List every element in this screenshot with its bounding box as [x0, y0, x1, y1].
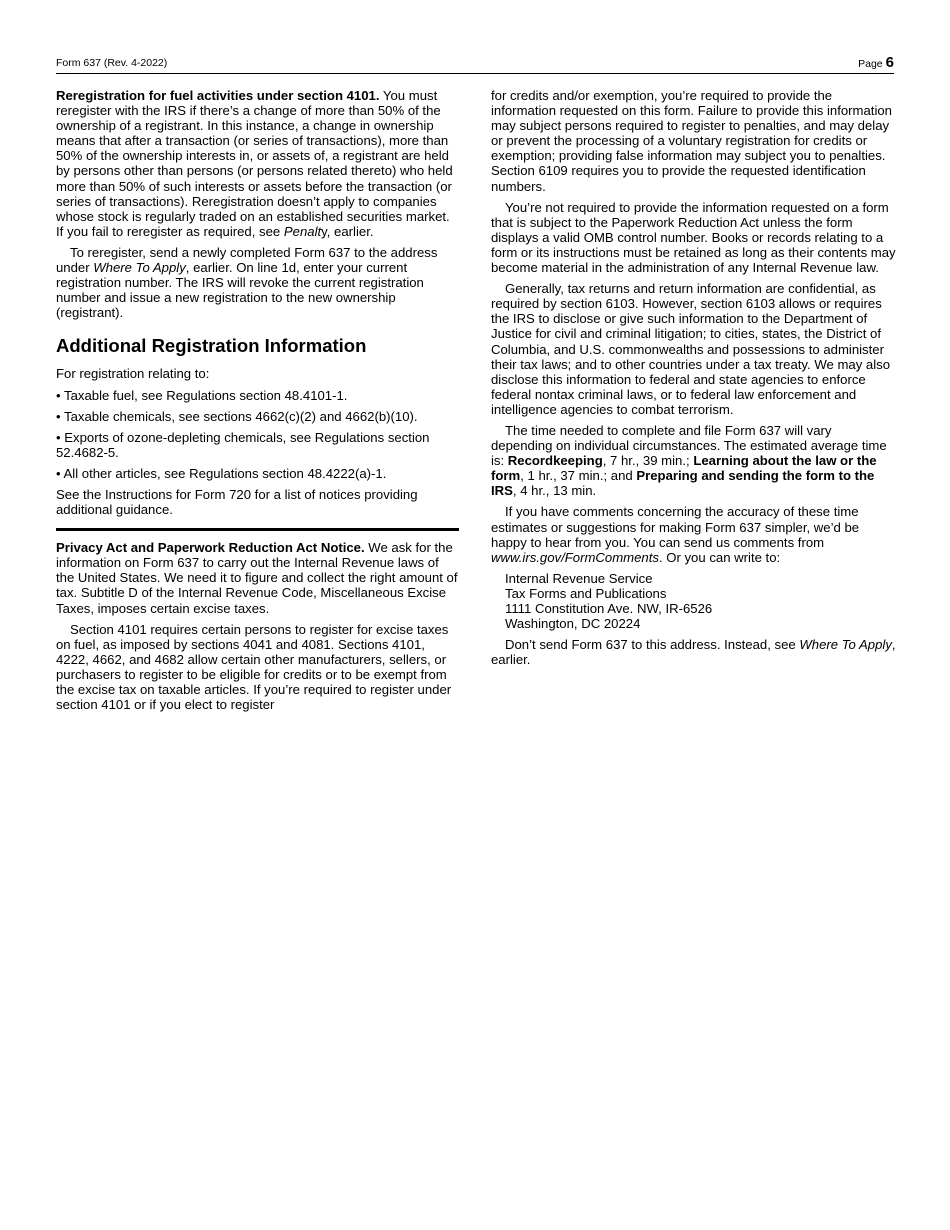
address-line: Washington, DC 20224	[505, 616, 641, 632]
reregister-text-end: , earlier. On line 1d, enter your current registration number. The IRS will revoke the current registration number and issue a new registration to the new ownership (registrant).	[56, 260, 424, 321]
learning-label: Learning about the law or the form	[491, 453, 877, 484]
bullet-item: • All other articles, see Regulations section 48.4222(a)-1.	[56, 465, 387, 481]
address-line: 1111 Constitution Ave. NW, IR-6526	[505, 601, 713, 616]
bullet-item: • Taxable fuel, see Regulations section 48.4101-1.	[56, 387, 348, 403]
privacy-act-text: We ask for the information on Form 637 to carry out the Internal Revenue laws of the United States. We need it to figure and collect the right amount of tax. Subtitle D of the Internal Revenue Code, Miscellaneous Excise Taxes, imposes certain excise taxes.	[56, 540, 458, 616]
preparing-time: , 4 hr., 13 min.	[512, 483, 597, 499]
time-estimate-paragraph	[491, 423, 896, 498]
right-column	[491, 88, 896, 673]
reregister-text: To reregister, send a newly completed Form 637 to the address under	[56, 244, 438, 276]
reregistration-text: You must reregister with the IRS if there’s a change of more than 50% of the ownership of a registrant. In this instance, a change in ownership means that after a transaction (or series of transactions), more than 50% of the ownership interests in, or assets of, a registrant are held by persons other than persons (or persons related thereto) who held more than 50% of such interests or assets before the transaction (or series of transactions). Reregistration doesn’t apply to companies whose stock is regularly traded on an established securities market. If you fail to reregister as required, see	[56, 88, 453, 239]
reregistration-paragraph	[56, 88, 459, 239]
time-intro: The time needed to complete and file Form 637 will vary depending on individual circumstances. The estimated average time is:	[491, 422, 887, 469]
page-indicator	[858, 54, 894, 71]
recordkeeping-label: Recordkeeping	[507, 453, 603, 469]
form-comments-url[interactable]: www.irs.gov/FormComments	[491, 549, 659, 565]
section-divider	[56, 528, 459, 531]
reregistration-title: Reregistration for fuel activities under section 4101.	[56, 88, 380, 103]
page-number: 6	[885, 54, 894, 71]
recordkeeping-time: , 7 hr., 39 min.;	[602, 453, 694, 469]
dont-send-paragraph	[491, 637, 896, 667]
learning-time: , 1 hr., 37 min.; and	[520, 468, 637, 484]
comments-paragraph	[491, 504, 896, 564]
where-to-apply-reference: Where To Apply	[93, 260, 186, 276]
bullet-item: • Exports of ozone-depleting chemicals, see Regulations section 52.4682-5.	[56, 429, 430, 460]
dont-send-text-end: , earlier.	[491, 637, 896, 668]
privacy-act-title: Privacy Act and Paperwork Reduction Act Notice.	[56, 540, 365, 556]
address-line: Tax Forms and Publications	[505, 585, 667, 601]
mailing-address	[505, 571, 896, 631]
confidentiality-paragraph: Generally, tax returns and return information are confidential, as required by section 6103. However, section 6103 allows or requires the IRS to disclose or give such information to the Department of Justice for civil and criminal litigation; to cities, states, the District of Columbia, and U.S. commonwealths and possessions to administer their tax laws; and to other countries under a tax treaty. We may also disclose this information to federal and state agencies to enforce federal nontax criminal laws, or to federal law enforcement and intelligence agencies to combat terrorism.	[491, 281, 891, 417]
reregistration-text-end: y, earlier.	[321, 223, 374, 239]
privacy-act-paragraph	[56, 540, 459, 615]
reregister-instructions	[56, 245, 459, 320]
form-id: Form 637 (Rev. 4-2022)	[56, 57, 168, 69]
continuation-paragraph: for credits and/or exemption, you’re required to provide the information requested on this form. Failure to provide this information may subject persons required to register to penalties, and may delay or prevent the processing of a voluntary registration for credits or exemption; providing false information may subject you to penalties. Section 6109 requires you to provide the requested identification numbers.	[491, 88, 892, 194]
penalty-reference: Penalt	[283, 223, 322, 239]
page-label: Page	[858, 58, 883, 70]
bullet-item: • Taxable chemicals, see sections 4662(c)(2) and 4662(b)(10).	[56, 408, 418, 424]
left-column	[56, 88, 459, 718]
page-header	[56, 53, 894, 74]
comments-text-end: . Or you can write to:	[658, 549, 781, 565]
section-4101-paragraph: Section 4101 requires certain persons to register for excise taxes on fuel, as imposed by sections 4041 and 4081. Sections 4101, 4222, 4662, and 4682 allow certain other manufacturers, sellers, or purchasers to register to be eligible for credits or to be exempt from the excise tax on taxable articles. If you’re required to register under section 4101 or if you elect to register	[56, 621, 452, 713]
preparing-label: Preparing and sending the form to the IRS	[491, 468, 875, 499]
omb-paragraph: You’re not required to provide the information requested on a form that is subject to the Paperwork Reduction Act unless the form displays a valid OMB control number. Books or records relating to a form or its instructions must be retained as long as their contents may become material in the administration of any Internal Revenue law.	[491, 199, 896, 276]
dont-send-text: Don’t send Form 637 to this address. Instead, see	[505, 637, 800, 653]
address-line: Internal Revenue Service	[505, 570, 653, 586]
see-instructions: See the Instructions for Form 720 for a list of notices providing additional guidance.	[56, 486, 418, 518]
additional-intro: For registration relating to:	[56, 366, 210, 382]
additional-registration-heading: Additional Registration Information	[56, 335, 367, 357]
comments-text: If you have comments concerning the accuracy of these time estimates or suggestions for making Form 637 simpler, we’d be happy to hear from you. You can send us comments from	[491, 504, 860, 550]
where-to-apply-reference: Where To Apply	[799, 637, 892, 653]
